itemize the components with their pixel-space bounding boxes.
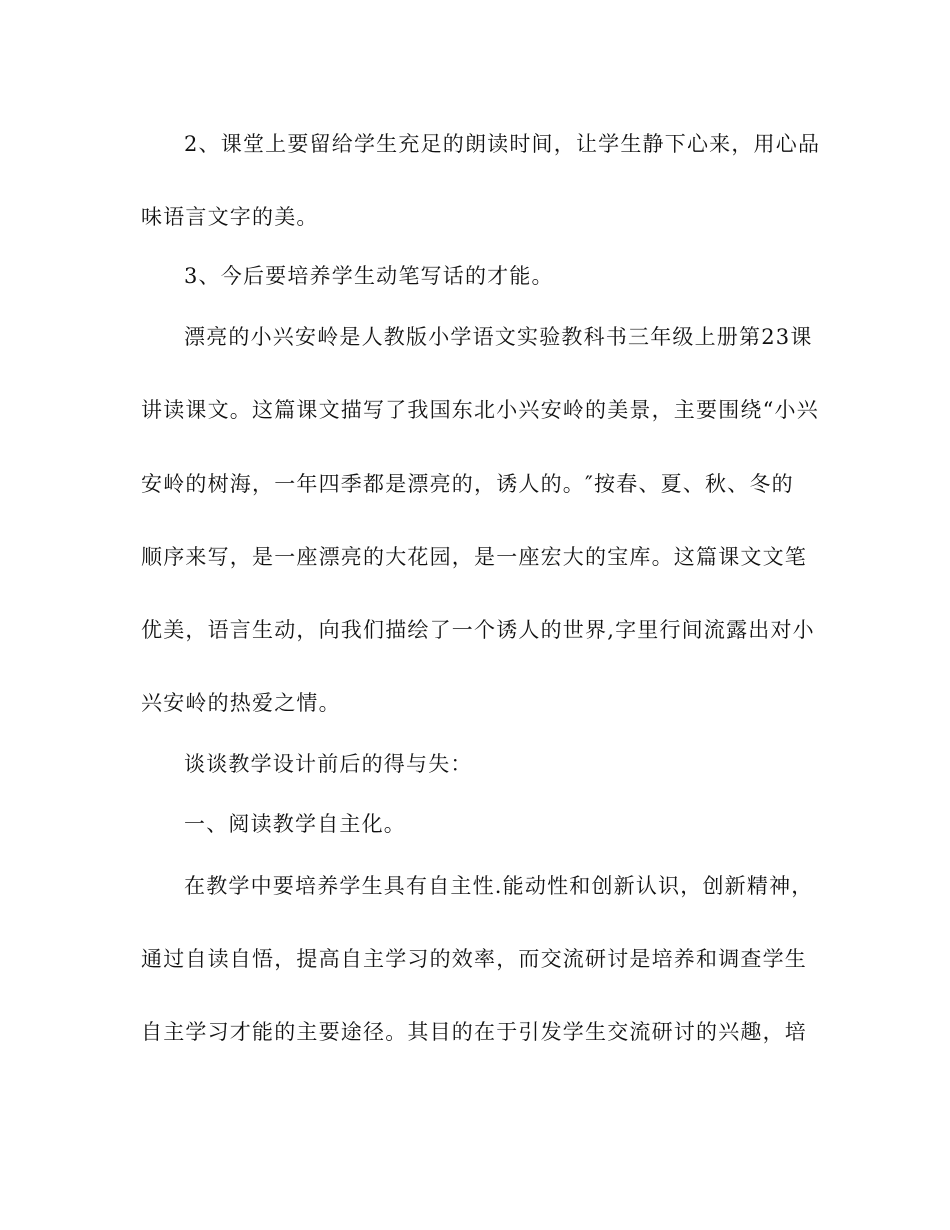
text-line-8: 优美，语言生动，向我们描绘了一个诱人的世界,字里行间流露出对小 [141,618,815,642]
text-line-2: 味语言文字的美。 [141,205,319,229]
text-line-3: 3、今后要培养学生动笔写话的才能。 [184,264,554,288]
text-line-6: 安岭的树海，一年四季都是漂亮的，诱人的。″按春、夏、秋、冬的 [141,472,794,496]
text-line-13: 通过自读自悟，提高自主学习的效率，而交流研讨是培养和调查学生 [141,947,807,971]
text-line-1: 2、课堂上要留给学生充足的朗读时间，让学生静下心来，用心品 [184,132,821,156]
text-line-11: 一、阅读教学自主化。 [184,812,406,836]
text-line-14: 自主学习才能的主要途径。其目的在于引发学生交流研讨的兴趣，培 [141,1020,807,1044]
text-line-5: 讲读课文。这篇课文描写了我国东北小兴安岭的美景，主要围绕“小兴 [141,398,819,422]
text-line-4: 漂亮的小兴安岭是人教版小学语文实验教科书三年级上册第23课 [184,325,813,349]
text-line-10: 谈谈教学设计前后的得与失： [184,752,473,776]
text-line-9: 兴安岭的热爱之情。 [141,691,341,715]
text-line-12: 在教学中要培养学生具有自主性.能动性和创新认识，创新精神， [184,874,814,898]
text-line-7: 顺序来写，是一座漂亮的大花园，是一座宏大的宝库。这篇课文文笔 [141,545,807,569]
